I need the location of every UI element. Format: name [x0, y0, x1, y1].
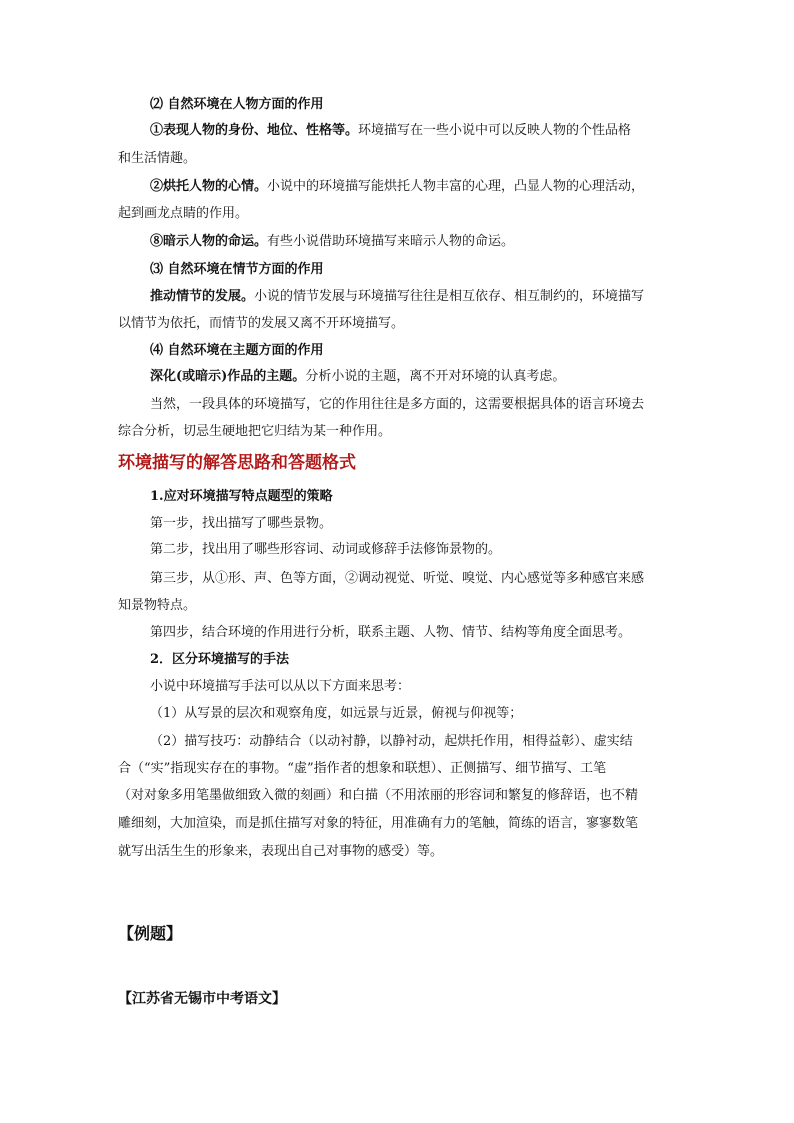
paragraph-plot-text: 小说的情节发展与环境描写往往是相互依存、相互制约的，环境描写 — [254, 289, 645, 304]
paragraph-theme-text: 分析小说的主题，离不开对环境的认真考虑。 — [305, 369, 566, 384]
paragraph-theme-bold: 深化(或暗示)作品的主题。 — [150, 369, 306, 384]
paragraph-fate-text: 有些小说借助环境描写来暗示人物的命运。 — [267, 234, 515, 249]
strategy-step2: 第二步，找出用了哪些形容词、动词或修辞手法修饰景物的。 — [150, 542, 502, 557]
techniques-point2: （2）描写技巧：动静结合（以动衬静，以静衬动，起烘托作用，相得益彰）、虚实结 — [150, 734, 633, 749]
example-heading: 【例题】 — [118, 924, 183, 943]
techniques-point2-line4: 雕细刻，大加渲染，而是抓住描写对象的特征，用准确有力的笔触，简练的语言，寥寥数笔 — [118, 816, 639, 831]
section-title-character: ⑵ 自然环境在人物方面的作用 — [150, 97, 324, 112]
main-heading: 环境描写的解答思路和答题格式 — [118, 453, 356, 473]
paragraph-identity-bold: ①表现人物的身份、地位、性格等。 — [150, 123, 359, 138]
strategy-step3: 第三步，从①形、声、色等方面，②调动视觉、听觉、嗅觉、内心感觉等多种感官来感 — [150, 571, 645, 586]
section-title-theme: ⑷ 自然环境在主题方面的作用 — [150, 343, 324, 358]
techniques-point2-line3: （对对象多用笔墨做细致入微的刻画）和白描（不用浓丽的形容词和繁复的修辞语，也不精 — [118, 788, 639, 803]
paragraph-mood-text: 小说中的环境描写能烘托人物丰富的心理，凸显人物的心理活动， — [267, 179, 645, 194]
source-label: 【江苏省无锡市中考语文】 — [118, 991, 286, 1007]
strategy-step4: 第四步，结合环境的作用进行分析，联系主题、人物、情节、结构等角度全面思考。 — [150, 625, 632, 640]
paragraph-theme — [150, 368, 565, 386]
paragraph-identity — [150, 122, 631, 140]
techniques-intro: 小说中环境描写手法可以从以下方面来思考： — [150, 679, 411, 694]
paragraph-identity-text: 环境描写在一些小说中可以反映人物的个性品格 — [358, 123, 632, 138]
paragraph-plot-bold: 推动情节的发展。 — [150, 289, 255, 304]
strategy-title: 1.应对环境描写特点题型的策略 — [150, 489, 333, 504]
techniques-point2-line5: 就写出活生生的形象来，表现出自己对事物的感受）等。 — [118, 844, 444, 859]
paragraph-mood — [150, 178, 644, 196]
strategy-step1: 第一步，找出描写了哪些景物。 — [150, 516, 333, 531]
paragraph-identity-cont: 和生活情趣。 — [118, 151, 197, 166]
paragraph-summary: 当然，一段具体的环境描写，它的作用往往是多方面的，这需要根据具体的语言环境去 — [150, 397, 645, 412]
paragraph-mood-bold: ②烘托人物的心情。 — [150, 179, 268, 194]
paragraph-mood-cont: 起到画龙点睛的作用。 — [118, 206, 249, 221]
techniques-point1: （1）从写景的层次和观察角度，如远景与近景，俯视与仰视等； — [150, 706, 523, 721]
paragraph-summary-cont: 综合分析，切忌生硬地把它归结为某一种作用。 — [118, 424, 392, 439]
techniques-point2-line2: 合（“实”指现实存在的事物。“虚”指作者的想象和联想）、正侧描写、细节描写、工笔 — [118, 761, 607, 776]
paragraph-fate-bold: ⑧暗示人物的命运。 — [150, 234, 268, 249]
section-title-plot: ⑶ 自然环境在情节方面的作用 — [150, 262, 324, 277]
techniques-title: 2．区分环境描写的手法 — [150, 652, 290, 667]
paragraph-plot — [150, 288, 644, 306]
strategy-step3-cont: 知景物特点。 — [118, 598, 197, 613]
paragraph-plot-cont: 以情节为依托，而情节的发展又离不开环境描写。 — [118, 316, 405, 331]
paragraph-fate — [150, 233, 514, 251]
